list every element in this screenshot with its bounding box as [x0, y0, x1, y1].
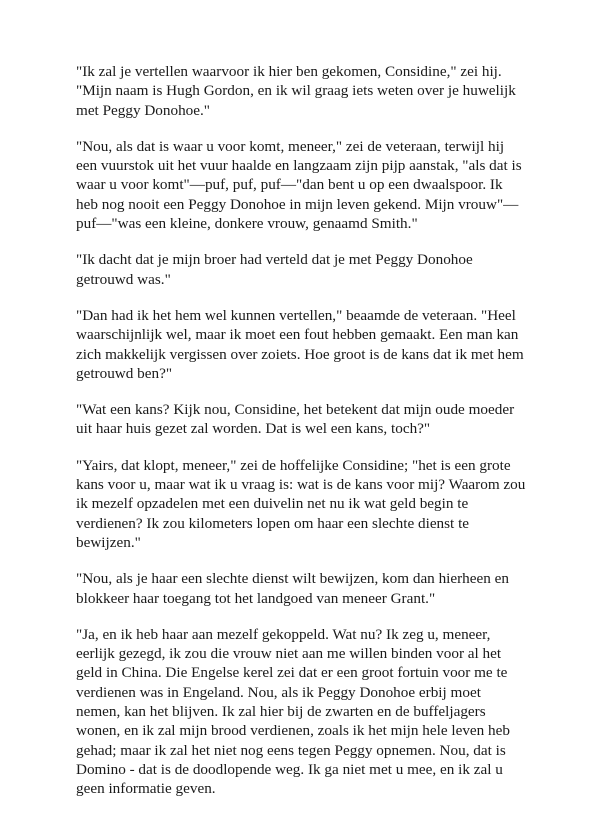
paragraph-5: "Wat een kans? Kijk nou, Considine, het betekent dat mijn oude moeder uit haar huis gezet zal worden. Dat is wel een kans, toch?" [76, 401, 515, 438]
paragraph-6: "Yairs, dat klopt, meneer," zei de hoffelijke Considine; "het is een grote kans voor u, maar wat ik u vraag is: wat is de kans voor mij? Waarom zou ik mezelf opzadelen met een duivelin net nu ik wat geld begin te verdienen? Ik zou kilometers lopen om haar een slechte dienst te bewijzen." [76, 456, 526, 551]
paragraph-1: "Ik zal je vertellen waarvoor ik hier ben gekomen, Considine," zei hij. "Mijn naam is Hugh Gordon, en ik wil graag iets weten over je huwelijk met Peggy Donohoe." [76, 63, 516, 119]
paragraph-8: "Ja, en ik heb haar aan mezelf gekoppeld. Wat nu? Ik zeg u, meneer, eerlijk gezegd, ik zou die vrouw niet aan me willen binden voor al het geld in China. Die Engelse kerel zei dat er een groot fortuin voor me te verdienen was in Engeland. Nou, als ik Peggy Donohoe erbij moet nemen, kan het blijven. Ik zal hier bij de zwarten en de buffeljagers wonen, en ik zal mijn brood verdienen, zoals ik het mijn hele leven heb gehad; maar ik zal het niet nog eens tegen Peggy opnemen. Nou, dat is Domino - dat is de doodlopende weg. Ik ga niet met u mee, en ik zal u geen informatie geven. [76, 625, 510, 798]
paragraph-2: "Nou, als dat is waar u voor komt, meneer," zei de veteraan, terwijl hij een vuurstok uit het vuur haalde en langzaam zijn pijp aanstak, "als dat is waar u voor komt"—puf, puf, puf—"dan bent u op een dwaalspoor. Ik heb nog nooit een Peggy Donohoe in mijn leven gekend. Mijn vrouw"—puf—"was een kleine, donkere vrouw, genaamd Smith." [76, 137, 522, 233]
paragraph-3: "Ik dacht dat je mijn broer had verteld dat je met Peggy Donohoe getrouwd was." [76, 251, 473, 288]
paragraph-4: "Dan had ik het hem wel kunnen vertellen," beaamde de veteraan. "Heel waarschijnlijk wel, maar ik moet een fout hebben gemaakt. Een man kan zich makkelijk vergissen over zoiets. Hoe groot is de kans dat ik met hem getrouwd ben?" [76, 306, 524, 382]
document-page [76, 62, 528, 816]
paragraph-7: "Nou, als je haar een slechte dienst wilt bewijzen, kom dan hierheen en blokkeer haar toegang tot het landgoed van meneer Grant." [76, 570, 509, 607]
